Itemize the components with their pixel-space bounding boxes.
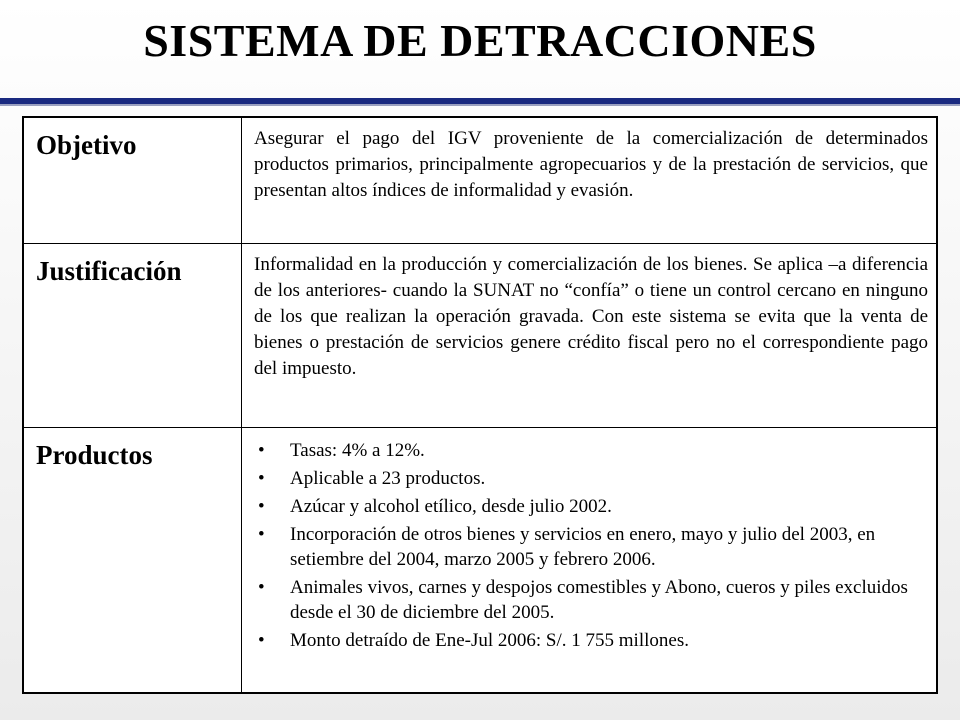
detracciones-table xyxy=(22,116,938,694)
table-row-productos xyxy=(24,428,936,692)
list-item xyxy=(254,628,928,653)
list-item xyxy=(254,494,928,519)
list-item-text: Monto detraído de Ene-Jul 2006: S/. 1 755 millones. xyxy=(290,630,689,651)
bullet-icon: • xyxy=(258,524,265,545)
list-item-text: Incorporación de otros bienes y servicios en enero, mayo y julio del 2003, en setiembre del 2004, marzo 2005 y febrero 2006. xyxy=(290,524,876,570)
slide-title: SISTEMA DE DETRACCIONES xyxy=(143,15,817,66)
bullet-icon: • xyxy=(258,496,265,517)
row-label-justificacion: Justificación xyxy=(24,244,242,427)
row-text-justificacion: Informalidad en la producción y comercialización de los bienes. Se aplica –a diferencia de los anteriores- cuando la SUNAT no “confía” o tiene un control cercano en ninguno de los que realizan la operación gravada. Con este sistema se evita que la venta de bienes o prestación de servicios genere crédito fiscal pero no el correspondiente pago del impuesto. xyxy=(254,254,928,379)
list-item xyxy=(254,522,928,572)
list-item-text: Animales vivos, carnes y despojos comestibles y Abono, cueros y piles excluidos desde el 30 de diciembre del 2005. xyxy=(290,577,908,623)
list-item xyxy=(254,575,928,625)
list-item-text: Tasas: 4% a 12%. xyxy=(290,440,425,461)
bullet-icon: • xyxy=(258,630,265,651)
table-row-justificacion xyxy=(24,244,936,428)
row-label-productos: Productos xyxy=(24,428,242,692)
list-item-text: Aplicable a 23 productos. xyxy=(290,468,486,489)
row-content-productos xyxy=(242,428,936,692)
list-item xyxy=(254,466,928,491)
row-text-objetivo: Asegurar el pago del IGV proveniente de la comercialización de determinados productos primarios, principalmente agropecuarios y de la prestación de servicios, que presentan altos índices de informalidad y evasión. xyxy=(254,128,928,201)
productos-bullet-list xyxy=(254,436,928,653)
bullet-icon: • xyxy=(258,440,265,461)
title-underline-shadow xyxy=(0,104,960,106)
bullet-icon: • xyxy=(258,577,265,598)
bullet-icon: • xyxy=(258,468,265,489)
list-item xyxy=(254,438,928,463)
table-row-objetivo xyxy=(24,118,936,244)
row-label-objetivo: Objetivo xyxy=(24,118,242,243)
list-item-text: Azúcar y alcohol etílico, desde julio 2002. xyxy=(290,496,612,517)
